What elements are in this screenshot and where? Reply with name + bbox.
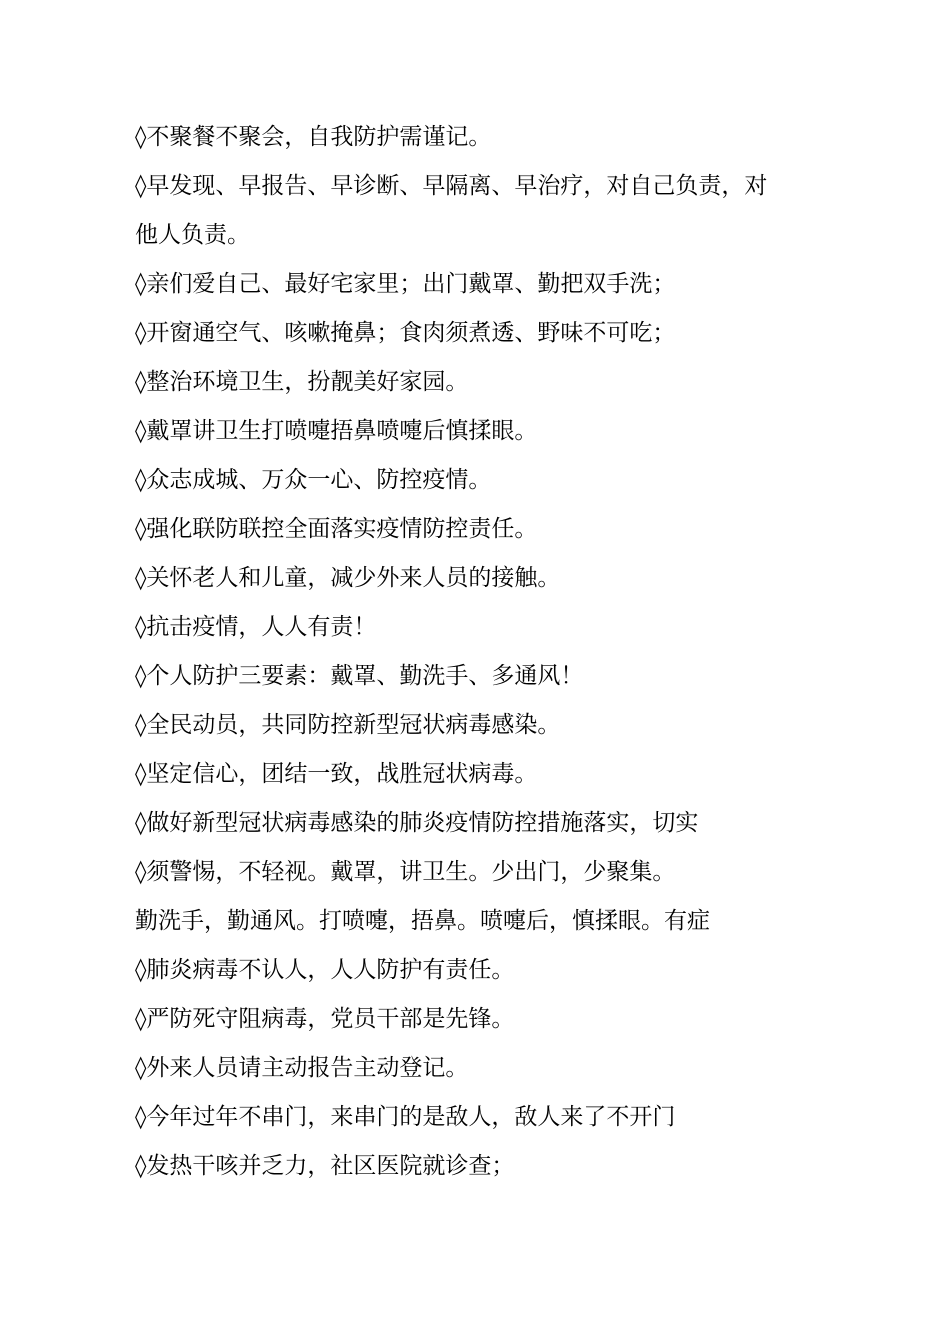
text-line: ◊外来人员请主动报告主动登记。 — [135, 1055, 469, 1081]
text-line: ◊亲们爱自己、最好宅家里；出门戴罩、勤把双手洗； — [135, 271, 676, 297]
text-line: ◊强化联防联控全面落实疫情防控责任。 — [135, 516, 538, 542]
text-line: ◊全民动员，共同防控新型冠状病毒感染。 — [135, 712, 561, 738]
text-line: ◊今年过年不串门，来串门的是敌人，敌人来了不开门 — [135, 1104, 676, 1130]
text-line: ◊须警惕，不轻视。戴罩，讲卫生。少出门，少聚集。 — [135, 859, 676, 885]
text-line: ◊早发现、早报告、早诊断、早隔离、早治疗，对自己负责，对 — [135, 173, 768, 199]
text-line: ◊做好新型冠状病毒感染的肺炎疫情防控措施落实，切实 — [135, 810, 699, 836]
text-line: ◊戴罩讲卫生打喷嚏捂鼻喷嚏后慎揉眼。 — [135, 418, 538, 444]
text-line: ◊严防死守阻病毒，党员干部是先锋。 — [135, 1006, 515, 1032]
text-line: ◊肺炎病毒不认人，人人防护有责任。 — [135, 957, 515, 983]
text-line: ◊整治环境卫生，扮靓美好家园。 — [135, 369, 469, 395]
slogan-list — [135, 113, 825, 1191]
text-line: 他人负责。 — [135, 222, 250, 248]
text-line: ◊不聚餐不聚会，自我防护需谨记。 — [135, 124, 492, 150]
text-line: ◊抗击疫情，人人有责！ — [135, 614, 377, 640]
text-line: ◊坚定信心，团结一致，战胜冠状病毒。 — [135, 761, 538, 787]
text-line: 勤洗手，勤通风。打喷嚏，捂鼻。喷嚏后，慎揉眼。有症 — [135, 908, 710, 934]
text-line: ◊开窗通空气、咳嗽掩鼻；食肉须煮透、野味不可吃； — [135, 320, 676, 346]
text-line: ◊发热干咳并乏力，社区医院就诊查； — [135, 1153, 515, 1179]
text-line: ◊众志成城、万众一心、防控疫情。 — [135, 467, 492, 493]
text-line: ◊关怀老人和儿童，减少外来人员的接触。 — [135, 565, 561, 591]
text-line: ◊个人防护三要素：戴罩、勤洗手、多通风！ — [135, 663, 584, 689]
